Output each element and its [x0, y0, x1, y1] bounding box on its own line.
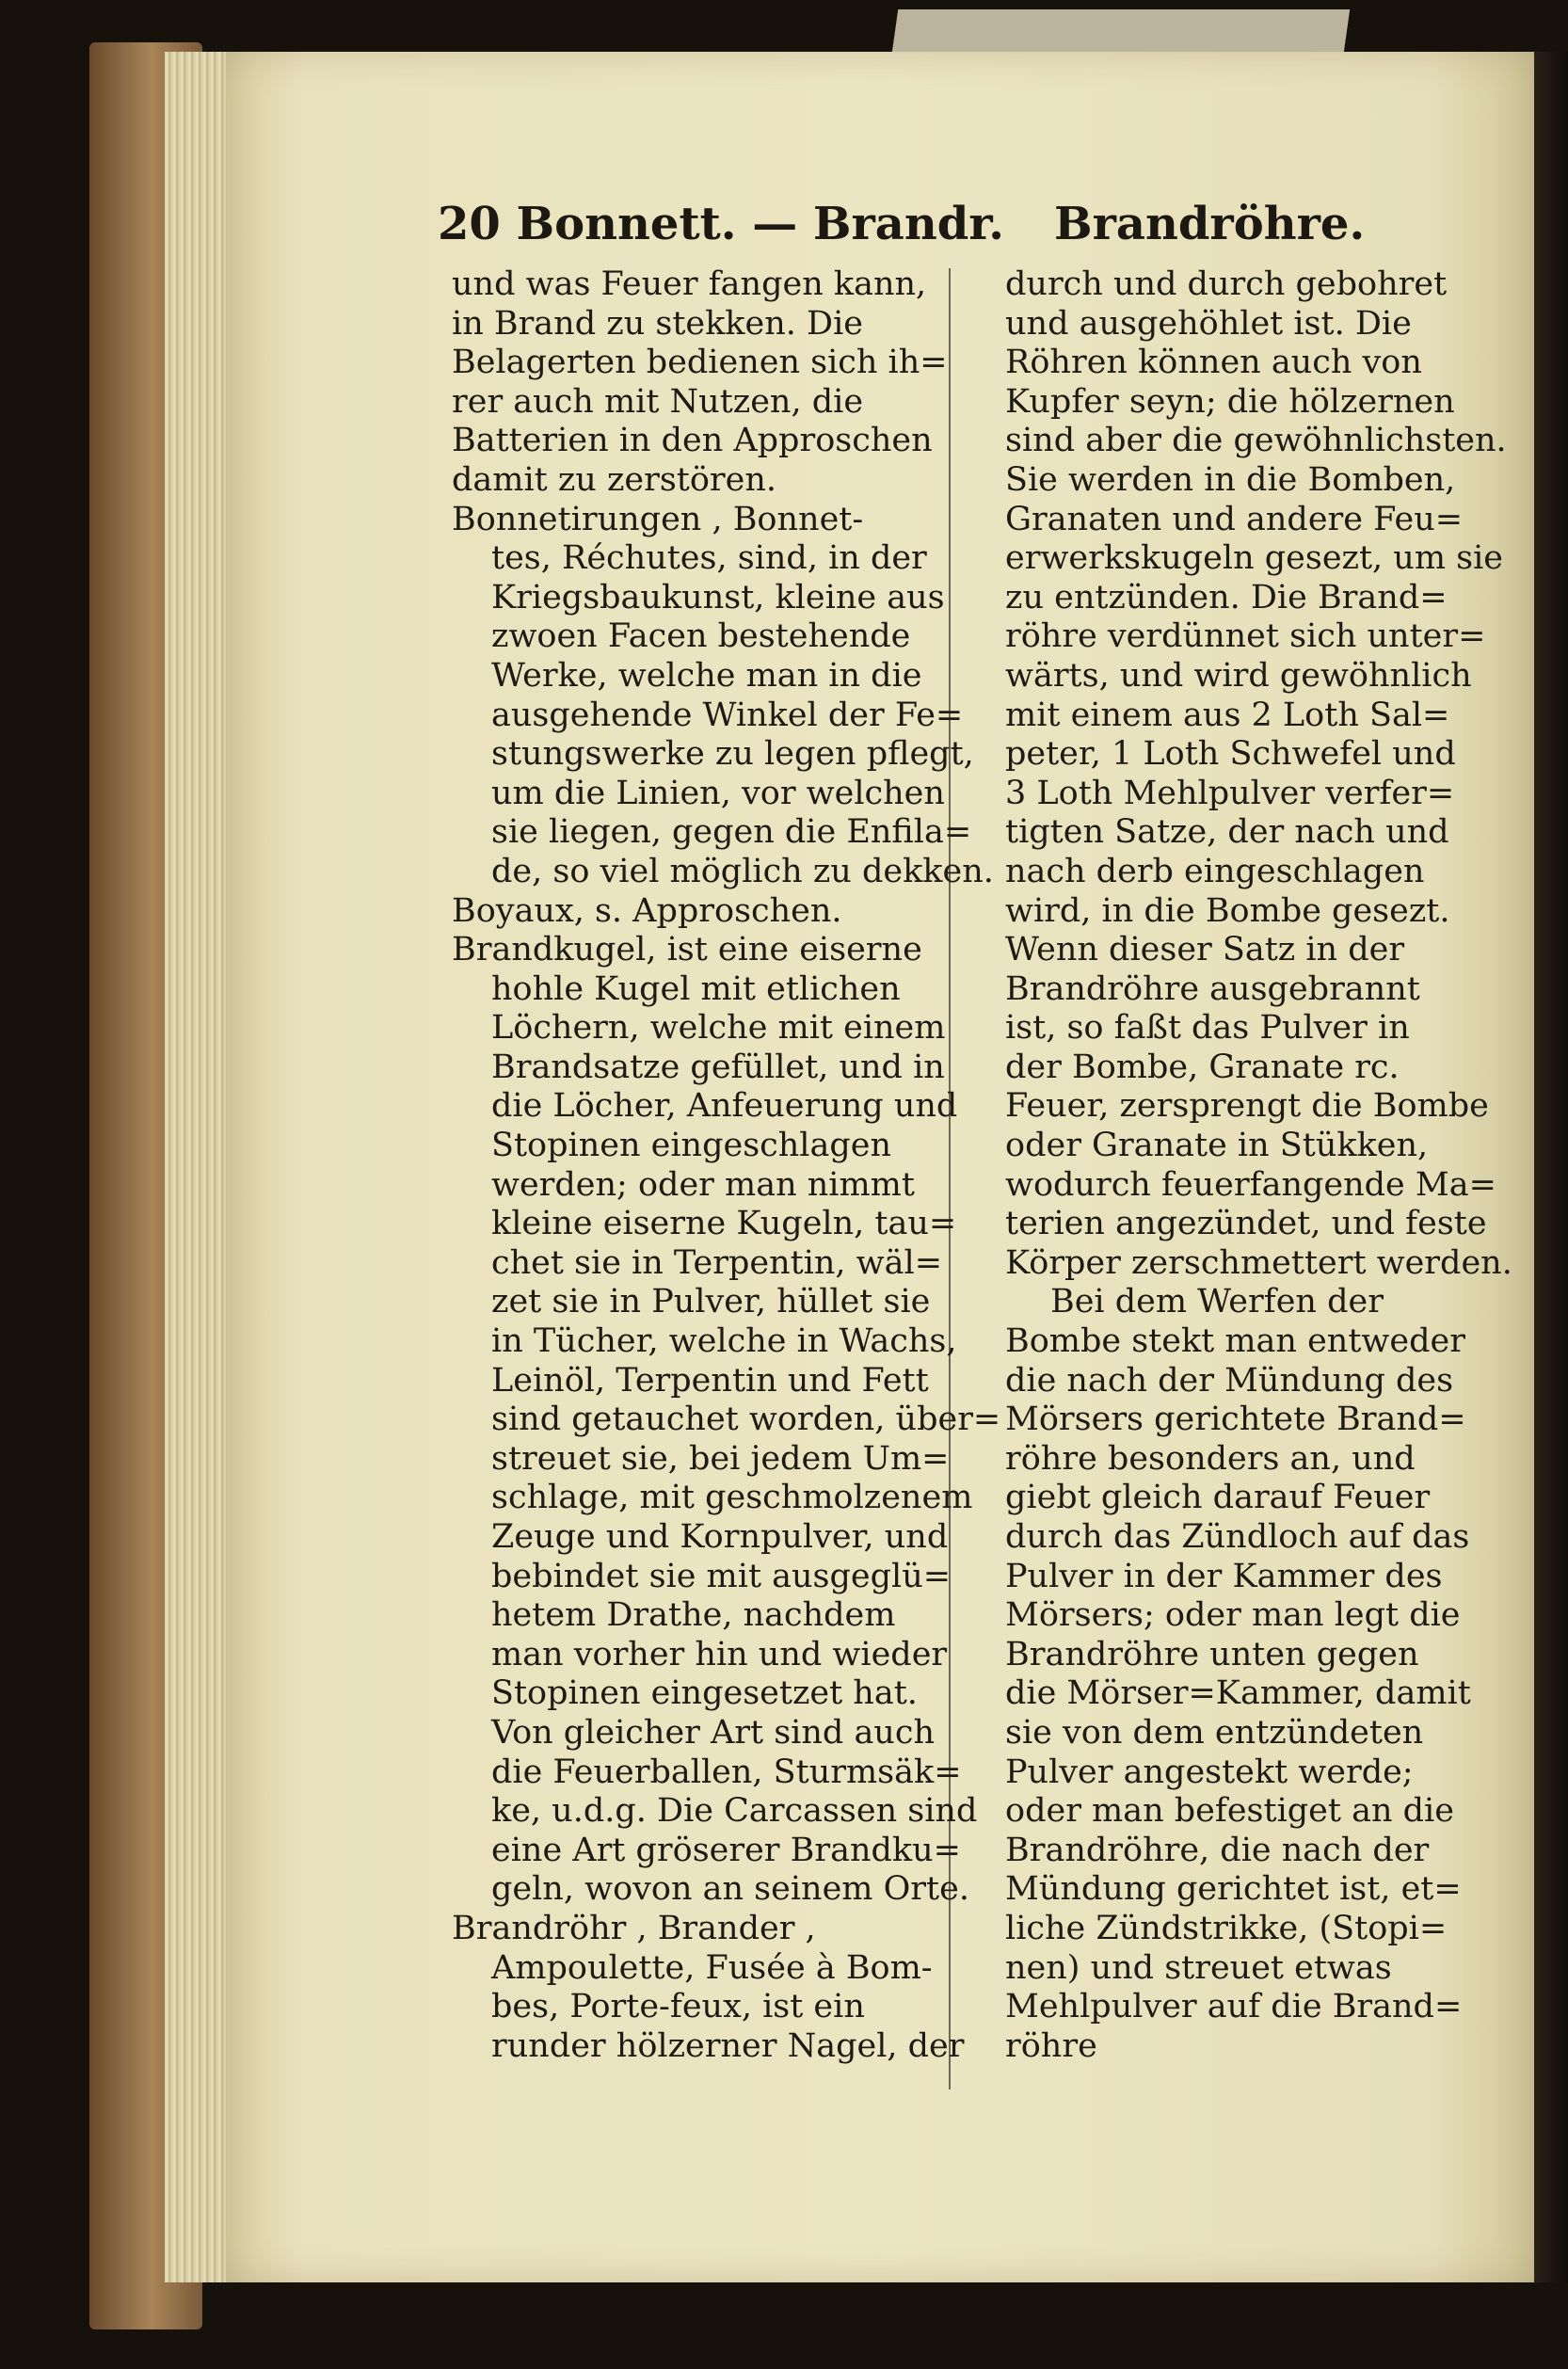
text-line: röhre	[1005, 2026, 1097, 2065]
text-line: Batterien in den Approschen	[452, 422, 933, 460]
text-line: liche Zündstrikke, (Stopi=	[1005, 1909, 1448, 1947]
text-line: ausgehende Winkel der Fe=	[491, 696, 964, 734]
text-line: Röhren können auch von	[1005, 344, 1422, 382]
text-line: 3 Loth Mehlpulver verfer=	[1005, 774, 1455, 812]
text-line: Kriegsbaukunst, kleine aus	[491, 578, 945, 616]
text-line: streuet sie, bei jedem Um=	[491, 1439, 950, 1478]
text-line: Granaten und andere Feu=	[1005, 500, 1464, 538]
text-line: hetem Drathe, nachdem	[491, 1596, 896, 1635]
text-line: runder hölzerner Nagel, der	[491, 2026, 965, 2065]
text-line: de, so viel möglich zu dekken.	[491, 852, 994, 890]
text-line: rer auch mit Nutzen, die	[452, 382, 864, 421]
text-line: zet sie in Pulver, hüllet sie	[491, 1283, 931, 1321]
text-line: eine Art gröserer Brandku=	[491, 1831, 962, 1869]
text-line: schlage, mit geschmolzenem	[491, 1479, 973, 1517]
text-line: wird, in die Bombe gesezt.	[1005, 891, 1450, 930]
text-line: stungswerke zu legen pflegt,	[491, 735, 974, 774]
text-line: Stopinen eingeschlagen	[491, 1127, 892, 1165]
text-line: Belagerten bedienen sich ih=	[452, 344, 948, 382]
text-line: Brandröhre unten gegen	[1005, 1635, 1419, 1673]
text-line: Mündung gerichtet ist, et=	[1005, 1870, 1462, 1909]
text-line: wodurch feuerfangende Ma=	[1005, 1165, 1496, 1204]
text-line: Brandröhr , Brander ,	[452, 1909, 816, 1947]
text-line: zu entzünden. Die Brand=	[1005, 578, 1448, 616]
text-line: Mörsers gerichtete Brand=	[1005, 1401, 1466, 1439]
text-line: Leinöl, Terpentin und Fett	[491, 1361, 929, 1400]
running-header-right: Brandröhre.	[1054, 198, 1366, 250]
text-line: sind getauchet worden, über=	[491, 1401, 1001, 1439]
text-line: der Bombe, Granate rc.	[1005, 1048, 1400, 1086]
text-line: Löchern, welche mit einem	[491, 1009, 946, 1048]
text-line: erwerkskugeln gesezt, um sie	[1005, 539, 1504, 578]
text-line: durch und durch gebohret	[1005, 265, 1448, 303]
text-line: und ausgehöhlet ist. Die	[1005, 304, 1412, 343]
text-line: Bei dem Werfen der	[1050, 1283, 1384, 1321]
text-line: damit zu zerstören.	[452, 460, 777, 499]
text-line: Bonnetirungen , Bonnet-	[452, 500, 864, 538]
text-line: Wenn dieser Satz in der	[1005, 931, 1405, 969]
right-column	[1005, 265, 1512, 2066]
text-line: Brandkugel, ist eine eiserne	[452, 931, 922, 969]
text-line: sie von dem entzündeten	[1005, 1713, 1424, 1752]
text-line: nen) und streuet etwas	[1005, 1948, 1392, 1987]
text-line: die Löcher, Anfeuerung und	[491, 1087, 958, 1126]
text-line: werden; oder man nimmt	[491, 1165, 915, 1204]
text-line: kleine eiserne Kugeln, tau=	[491, 1205, 957, 1243]
header-left-title: Bonnett. — Brandr.	[516, 198, 1004, 250]
running-header-left	[438, 198, 1004, 264]
text-line: Sie werden in die Bomben,	[1005, 460, 1456, 499]
text-line: um die Linien, vor welchen	[491, 774, 945, 812]
left-column	[452, 265, 1001, 2066]
text-line: Werke, welche man in die	[491, 656, 922, 695]
text-line: tes, Réchutes, sind, in der	[491, 539, 927, 578]
text-line: sind aber die gewöhnlichsten.	[1005, 422, 1507, 460]
text-line: oder Granate in Stükken,	[1005, 1127, 1429, 1165]
text-line: chet sie in Terpentin, wäl=	[491, 1243, 943, 1282]
text-line: Mehlpulver auf die Brand=	[1005, 1988, 1463, 2026]
text-line: hohle Kugel mit etlichen	[491, 969, 901, 1008]
text-line: durch das Zündloch auf das	[1005, 1518, 1470, 1556]
text-line: wärts, und wird gewöhnlich	[1005, 656, 1472, 695]
text-line: ke, u.d.g. Die Carcassen sind	[491, 1792, 978, 1831]
text-line: die Mörser=Kammer, damit	[1005, 1674, 1471, 1713]
text-line: zwoen Facen bestehende	[491, 617, 911, 656]
text-line: tigten Satze, der nach und	[1005, 813, 1449, 852]
text-line: und was Feuer fangen kann,	[452, 265, 927, 303]
text-line: man vorher hin und wieder	[491, 1635, 948, 1673]
text-line: giebt gleich darauf Feuer	[1005, 1479, 1431, 1517]
text-line: Zeuge und Kornpulver, und	[491, 1518, 949, 1556]
text-line: Pulver in der Kammer des	[1005, 1557, 1443, 1595]
text-line: sie liegen, gegen die Enfila=	[491, 813, 972, 852]
text-line: Pulver angestekt werde;	[1005, 1753, 1414, 1791]
page-number: 20	[438, 198, 501, 250]
text-line: Brandröhre, die nach der	[1005, 1831, 1430, 1869]
text-line: die Feuerballen, Sturmsäk=	[491, 1753, 962, 1791]
text-line: Körper zerschmettert werden.	[1005, 1243, 1512, 1282]
text-line: terien angezündet, und feste	[1005, 1205, 1487, 1243]
text-line: Von gleicher Art sind auch	[491, 1713, 935, 1752]
text-line: bes, Porte-feux, ist ein	[491, 1988, 865, 2026]
text-line: geln, wovon an seinem Orte.	[491, 1870, 969, 1909]
text-line: nach derb eingeschlagen	[1005, 852, 1425, 890]
text-line: röhre besonders an, und	[1005, 1439, 1416, 1478]
text-line: mit einem aus 2 Loth Sal=	[1005, 696, 1450, 734]
text-line: Bombe stekt man entweder	[1005, 1322, 1465, 1361]
text-line: in Tücher, welche in Wachs,	[491, 1322, 957, 1361]
text-line: peter, 1 Loth Schwefel und	[1005, 735, 1456, 774]
text-line: Boyaux, s. Approschen.	[452, 891, 842, 930]
text-line: Kupfer seyn; die hölzernen	[1005, 382, 1455, 421]
text-line: ist, so faßt das Pulver in	[1005, 1009, 1410, 1048]
text-line: bebindet sie mit ausgeglü=	[491, 1557, 952, 1595]
text-line: die nach der Mündung des	[1005, 1361, 1454, 1400]
text-line: oder man befestiget an die	[1005, 1792, 1454, 1831]
text-line: röhre verdünnet sich unter=	[1005, 617, 1486, 656]
right-shadow	[1534, 52, 1568, 2282]
text-line: Mörsers; oder man legt die	[1005, 1596, 1461, 1635]
text-line: Ampoulette, Fusée à Bom-	[491, 1948, 933, 1987]
text-line: Stopinen eingesetzet hat.	[491, 1674, 918, 1713]
text-line: in Brand zu stekken. Die	[452, 304, 863, 343]
text-line: Feuer, zersprengt die Bombe	[1005, 1087, 1489, 1126]
text-line: Brandröhre ausgebrannt	[1005, 969, 1420, 1008]
text-line: Brandsatze gefüllet, und in	[491, 1048, 945, 1086]
